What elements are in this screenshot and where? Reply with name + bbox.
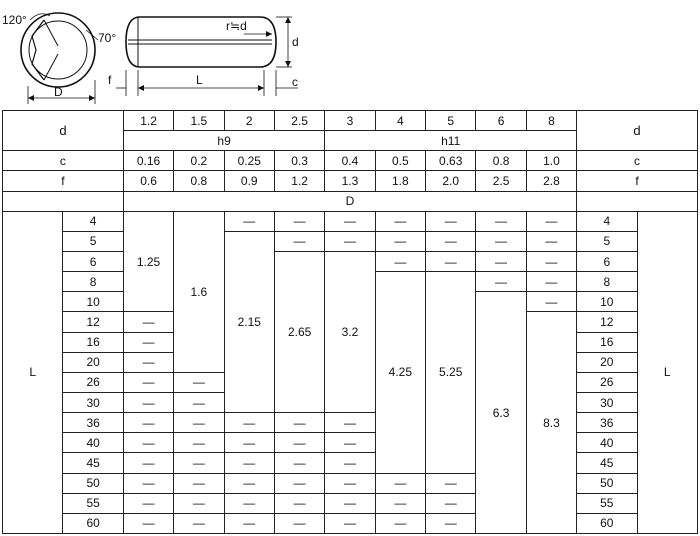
D-value: 8.3 [526, 312, 576, 534]
dash-cell: — [325, 211, 375, 231]
c-label-right: c [577, 151, 698, 171]
c-value: 0.2 [174, 151, 224, 171]
f-value: 1.3 [325, 171, 375, 191]
dash-cell: — [123, 493, 173, 513]
f-label-left: f [3, 171, 124, 191]
dash-cell: — [224, 453, 274, 473]
dash-cell: — [274, 493, 324, 513]
dash-cell: — [375, 513, 425, 533]
dash-cell: — [325, 231, 375, 251]
pin-drawing [0, 0, 700, 108]
blank-left [3, 191, 124, 211]
dash-cell: — [123, 332, 173, 352]
length-value-left: 50 [63, 473, 123, 493]
L-row [3, 493, 698, 513]
length-value-right: 8 [577, 272, 637, 292]
dash-cell: — [325, 473, 375, 493]
dash-cell: — [375, 211, 425, 231]
L-label-left: L [3, 211, 63, 533]
dash-cell: — [526, 231, 576, 251]
length-value-right: 40 [577, 433, 637, 453]
d-header-right: d [577, 111, 698, 151]
f-value: 2.8 [526, 171, 576, 191]
dash-cell: — [476, 231, 526, 251]
length-value-right: 5 [577, 231, 637, 251]
header-row-d [3, 111, 698, 131]
row-f [3, 171, 698, 191]
dash-cell: — [325, 453, 375, 473]
dash-cell: — [224, 493, 274, 513]
dash-cell: — [274, 453, 324, 473]
dash-cell: — [123, 312, 173, 332]
row-c [3, 151, 698, 171]
dash-cell: — [426, 493, 476, 513]
dash-cell: — [426, 513, 476, 533]
dash-cell: — [224, 413, 274, 433]
length-value-left: 5 [63, 231, 123, 251]
L-row [3, 231, 698, 251]
L-row [3, 251, 698, 271]
c-label-left: c [3, 151, 124, 171]
length-value-left: 10 [63, 292, 123, 312]
radius-label: r≒d [226, 19, 247, 33]
dimension-table [2, 110, 698, 534]
dash-cell: — [123, 352, 173, 372]
dash-cell: — [224, 211, 274, 231]
L-row [3, 473, 698, 493]
dash-cell: — [476, 272, 526, 292]
length-value-right: 60 [577, 513, 637, 533]
row-D-heading [3, 191, 698, 211]
L-row [3, 513, 698, 533]
d-value: 1.2 [123, 111, 173, 131]
f-value: 2.5 [476, 171, 526, 191]
dash-cell: — [526, 211, 576, 231]
dash-cell: — [274, 231, 324, 251]
L-label-right: L [637, 211, 697, 533]
dash-cell: — [123, 392, 173, 412]
dash-cell: — [274, 473, 324, 493]
length-value-right: 50 [577, 473, 637, 493]
D-value: 3.2 [325, 251, 375, 412]
dash-cell: — [174, 513, 224, 533]
f-value: 1.2 [274, 171, 324, 191]
length-value-right: 36 [577, 413, 637, 433]
length-value-left: 40 [63, 433, 123, 453]
c-value: 0.3 [274, 151, 324, 171]
diameter-D-label: D [54, 85, 63, 99]
length-value-left: 60 [63, 513, 123, 533]
length-value-right: 20 [577, 352, 637, 372]
length-value-right: 10 [577, 292, 637, 312]
L-row [3, 211, 698, 231]
dash-cell: — [476, 211, 526, 231]
chamfer-c-label: c [292, 75, 298, 89]
length-value-left: 45 [63, 453, 123, 473]
dash-cell: — [426, 251, 476, 271]
d-value: 6 [476, 111, 526, 131]
dash-cell: — [375, 231, 425, 251]
dash-cell: — [274, 211, 324, 231]
angle-tip-label: 120° [2, 13, 27, 27]
c-value: 0.8 [476, 151, 526, 171]
f-label-right: f [577, 171, 698, 191]
f-value: 0.8 [174, 171, 224, 191]
length-value-left: 6 [63, 251, 123, 271]
length-value-right: 16 [577, 332, 637, 352]
d-value: 2.5 [274, 111, 324, 131]
length-value-left: 26 [63, 372, 123, 392]
dash-cell: — [123, 473, 173, 493]
f-value: 1.8 [375, 171, 425, 191]
dash-cell: — [174, 372, 224, 392]
dash-cell: — [174, 413, 224, 433]
d-value: 8 [526, 111, 576, 131]
length-value-right: 45 [577, 453, 637, 473]
dash-cell: — [325, 433, 375, 453]
dash-cell: — [123, 433, 173, 453]
dash-cell: — [325, 413, 375, 433]
length-value-left: 4 [63, 211, 123, 231]
dash-cell: — [274, 413, 324, 433]
d-value: 1.5 [174, 111, 224, 131]
D-value: 1.6 [174, 211, 224, 372]
D-value: 2.65 [274, 251, 324, 412]
c-value: 0.63 [426, 151, 476, 171]
d-header-left: d [3, 111, 124, 151]
f-value: 2.0 [426, 171, 476, 191]
D-value: 6.3 [476, 292, 526, 534]
dash-cell: — [174, 453, 224, 473]
c-value: 0.16 [123, 151, 173, 171]
dash-cell: — [426, 231, 476, 251]
L-row [3, 413, 698, 433]
chamfer-f-label: f [108, 73, 112, 87]
length-value-right: 12 [577, 312, 637, 332]
length-value-right: 30 [577, 392, 637, 412]
d-value: 4 [375, 111, 425, 131]
c-value: 0.4 [325, 151, 375, 171]
D-value: 4.25 [375, 272, 425, 473]
dash-cell: — [526, 292, 576, 312]
diameter-d-label: d [292, 35, 299, 49]
dash-cell: — [426, 211, 476, 231]
dash-cell: — [224, 473, 274, 493]
L-row [3, 453, 698, 473]
length-value-right: 6 [577, 251, 637, 271]
length-value-left: 8 [63, 272, 123, 292]
length-value-right: 26 [577, 372, 637, 392]
L-row [3, 433, 698, 453]
dash-cell: — [224, 513, 274, 533]
tolerance-h9: h9 [123, 131, 324, 151]
dash-cell: — [174, 392, 224, 412]
dash-cell: — [325, 513, 375, 533]
dash-cell: — [274, 513, 324, 533]
dash-cell: — [123, 413, 173, 433]
f-value: 0.9 [224, 171, 274, 191]
length-value-right: 4 [577, 211, 637, 231]
length-value-left: 36 [63, 413, 123, 433]
dash-cell: — [526, 251, 576, 271]
c-value: 0.25 [224, 151, 274, 171]
side-view [116, 17, 298, 96]
f-value: 0.6 [123, 171, 173, 191]
dash-cell: — [375, 493, 425, 513]
D-heading: D [123, 191, 576, 211]
length-value-left: 20 [63, 352, 123, 372]
dash-cell: — [476, 251, 526, 271]
D-value: 2.15 [224, 231, 274, 412]
dash-cell: — [375, 473, 425, 493]
blank-right [577, 191, 698, 211]
dash-cell: — [526, 272, 576, 292]
dash-cell: — [123, 453, 173, 473]
angle-side-label: 70° [98, 31, 117, 45]
length-value-right: 55 [577, 493, 637, 513]
d-value: 5 [426, 111, 476, 131]
dash-cell: — [426, 473, 476, 493]
d-value: 3 [325, 111, 375, 131]
tolerance-h11: h11 [325, 131, 577, 151]
c-value: 0.5 [375, 151, 425, 171]
length-value-left: 16 [63, 332, 123, 352]
length-value-left: 30 [63, 392, 123, 412]
length-value-left: 12 [63, 312, 123, 332]
length-L-label: L [196, 73, 203, 87]
D-value: 1.25 [123, 211, 173, 312]
dash-cell: — [274, 433, 324, 453]
length-value-left: 55 [63, 493, 123, 513]
c-value: 1.0 [526, 151, 576, 171]
d-value: 2 [224, 111, 274, 131]
dash-cell: — [224, 433, 274, 453]
dash-cell: — [174, 473, 224, 493]
dash-cell: — [325, 493, 375, 513]
D-value: 5.25 [426, 272, 476, 473]
dash-cell: — [123, 372, 173, 392]
dash-cell: — [375, 251, 425, 271]
dash-cell: — [174, 433, 224, 453]
dash-cell: — [174, 493, 224, 513]
dash-cell: — [123, 513, 173, 533]
